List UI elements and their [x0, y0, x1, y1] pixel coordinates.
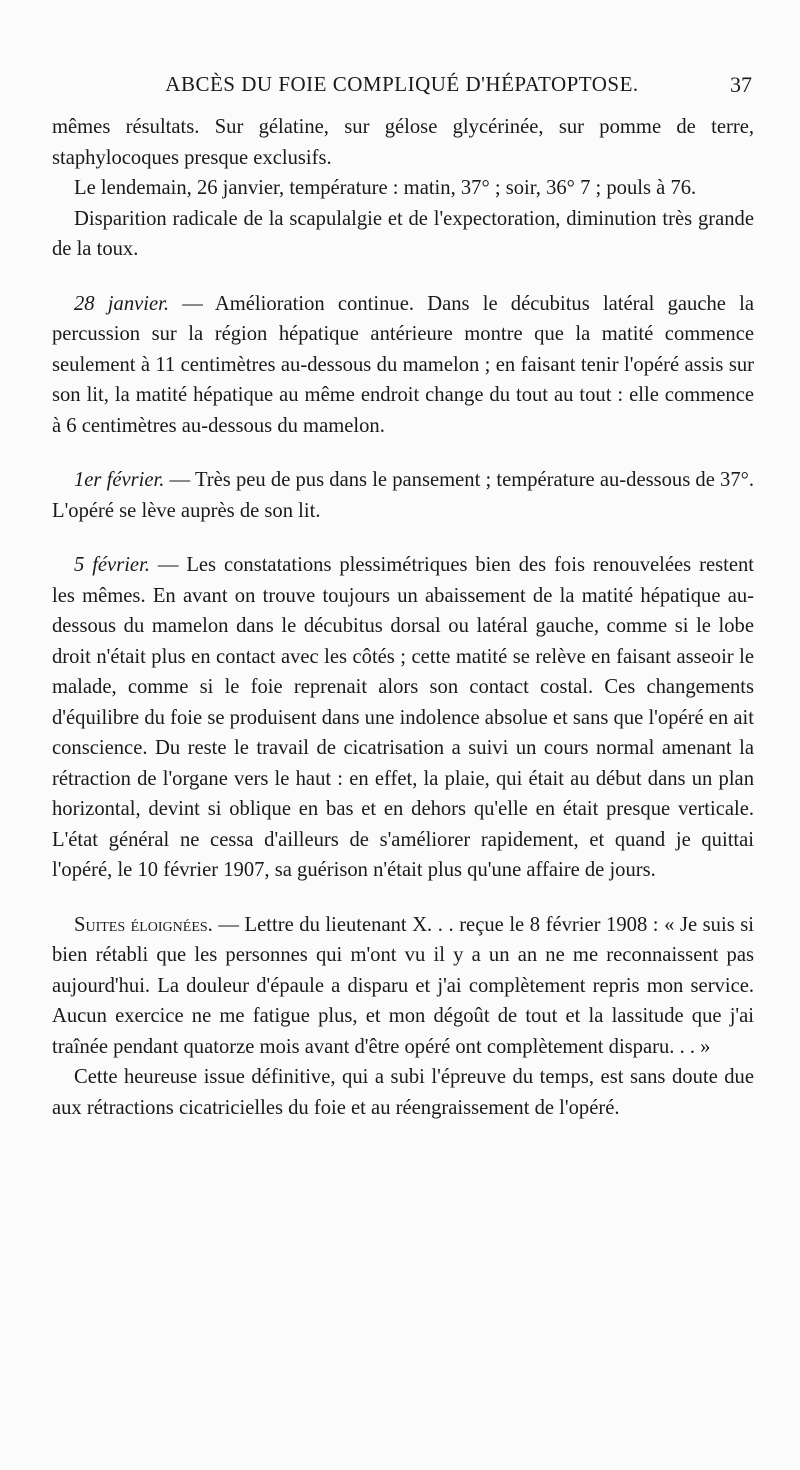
paragraph-lendemain [52, 173, 754, 204]
paragraph-continuation [52, 112, 754, 173]
paragraph-text: Disparition radicale de la scapulalgie et de l'expectoration, diminution très grande de la toux. [52, 207, 754, 260]
paragraph-text: — Très peu de pus dans le pansement ; température au-dessous de 37°. L'opéré se lève auprès de son lit. [52, 469, 754, 522]
paragraph-text: Cette heureuse issue définitive, qui a subi l'épreuve du temps, est sans doute due aux rétractions cicatricielles du foie et au réengraissement de l'opéré. [52, 1066, 754, 1119]
paragraph-text: — Amélioration continue. Dans le décubitus latéral gauche la percussion sur la région hépatique antérieure montre que la matité commence seulement à 11 centimètres au-dessous du mamelon ; en faisant tenir l'opéré assis sur son lit, la matité hépatique au même endroit change du tout au tout : elle commence à 6 centimètres au-dessous du mamelon. [52, 292, 754, 437]
paragraph-disparition [52, 204, 754, 265]
section-lead: Suites éloignées. [74, 913, 213, 936]
paragraph-1er-fevrier [52, 465, 754, 526]
paragraph-text: Le lendemain, 26 janvier, température : matin, 37° ; soir, 36° 7 ; pouls à 76. [74, 177, 697, 199]
entry-date: 28 janvier. [74, 292, 170, 315]
running-title: ABCÈS DU FOIE COMPLIQUÉ D'HÉPATOPTOSE. [165, 72, 639, 96]
body-text [52, 112, 754, 1123]
paragraph-28-janvier [52, 289, 754, 442]
entry-date: 5 février. [74, 554, 150, 576]
paragraph-conclusion [52, 1062, 754, 1123]
paragraph-text: — Lettre du lieutenant X. . . reçue le 8 février 1908 : « Je suis si bien rétabli que les personnes qui m'ont vu il y a un an ne me reconnaissent pas aujourd'hui. La douleur d'épaule a disparu et j'ai complètement repris mon service. Aucun exercice ne me fatigue plus, et mon dégoût de tout et la lassitude que j'ai traînée pendant quatorze mois avant d'être opéré ont complètement disparu. . . » [52, 913, 755, 1058]
page-number: 37 [730, 72, 752, 97]
paragraph-text: — Les constatations plessimétriques bien des fois renouvelées restent les mêmes. En avant on trouve toujours un abaissement de la matité hépatique au-dessous du mamelon dans le décubitus dorsal ou latéral gauche, comme si le lobe droit n'était plus en contact avec les côtés ; cette matité se relève en faisant asseoir le malade, comme si le foie reprenait alors son contact costal. Ces changements d'équilibre du foie se produisent dans une indolence absolue et sans que l'opéré en ait conscience. Du reste le travail de cicatrisation a suivi un cours normal amenant la rétraction de l'organe vers le haut : en effet, la plaie, qui était au début dans un plan horizontal, devint si oblique en bas et en dehors qu'elle en était presque verticale. L'état général ne cessa d'ailleurs de s'améliorer rapidement, et quand je quittai l'opéré, le 10 février 1907, sa guérison n'était plus qu'une affaire de jours. [52, 554, 754, 881]
paragraph-suites-eloignees [52, 910, 754, 1063]
page-header [52, 72, 752, 102]
entry-date: 1er février. [74, 469, 165, 491]
paragraph-text: mêmes résultats. Sur gélatine, sur gélose glycérinée, sur pomme de terre, staphylocoques presque exclusifs. [52, 116, 754, 169]
paragraph-5-fevrier [52, 550, 754, 886]
